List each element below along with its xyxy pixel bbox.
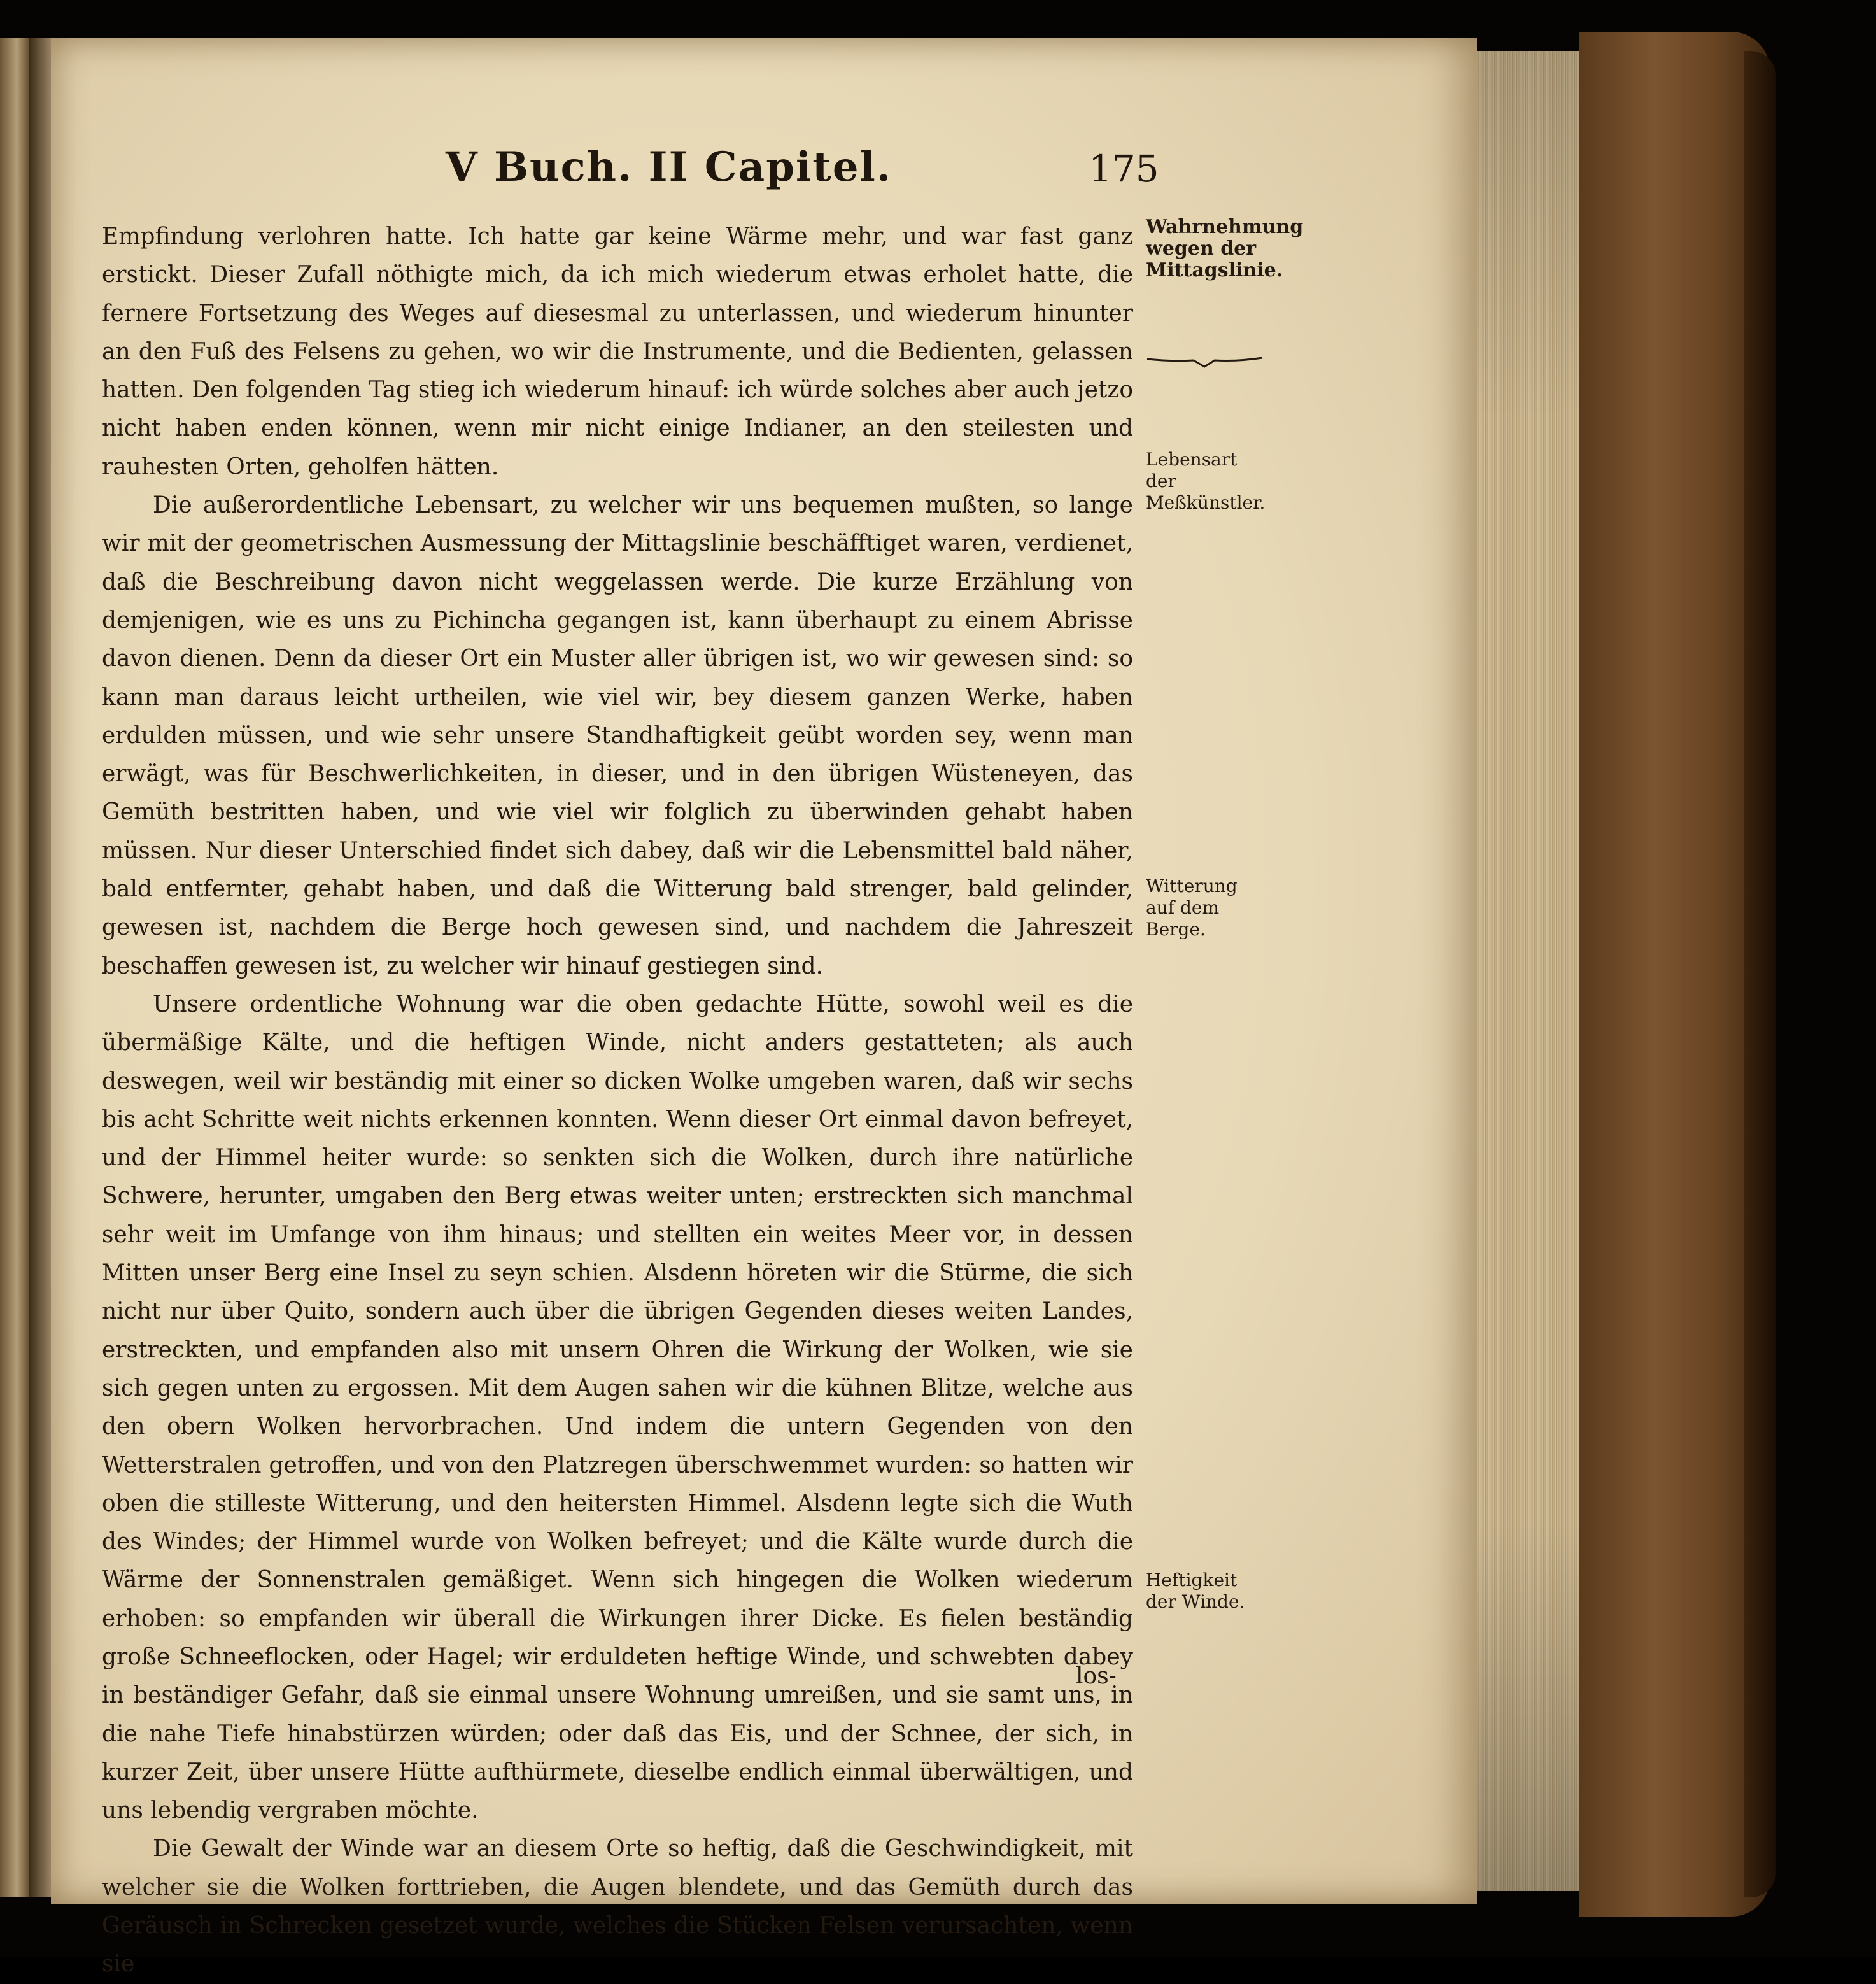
catchword: los- xyxy=(1076,1663,1117,1689)
cover-edge xyxy=(1744,51,1776,1897)
page-edges-shade xyxy=(1477,51,1579,1891)
page-number: 175 xyxy=(1089,147,1159,190)
paragraph: Empfindung verlohren hatte. Ich hatte gar keine Wärme mehr, und war fast ganz erstickt. Dieser Zufall nöthigte mich, da ich mich wiederum etwas erholet hatte, die fernere Fortsetzung des Weges auf diesesmal zu unterlassen, und wiederum hinunter an den Fuß des Felsens zu gehen, wo wir die Instrumente, und die Bedienten, gelassen hatten. Den folgenden Tag stieg ich wiederum hinauf: ich würde solches aber auch jetzo nicht haben enden können, wenn mir nicht einige Indianer, an den steilesten und rauhesten Orten, geholfen hätten. xyxy=(102,223,1133,480)
body-text xyxy=(102,218,1133,1984)
margin-note: Lebensart der Meßkünstler. xyxy=(1146,449,1266,513)
leather-cover xyxy=(1579,32,1770,1917)
paragraph: Die Gewalt der Winde war an diesem Orte so heftig, daß die Geschwindigkeit, mit welcher sie die Wolken forttrieben, die Augen blendete, und das Gemüth durch das Geräusch in Schrecken gesetzet wurde, welches die Stücken Felsen verursachten, wenn sie xyxy=(102,1836,1133,1978)
running-head xyxy=(102,143,1159,201)
facing-page-edge xyxy=(0,38,31,1897)
flourish-ornament xyxy=(1146,351,1264,371)
paragraph: Unsere ordentliche Wohnung war die oben gedachte Hütte, sowohl weil es die übermäßige Kälte, und die heftigen Winde, nicht anders gestatteten; als auch deswegen, weil wir beständig mit einer so dicken Wolke umgeben waren, daß wir sechs bis acht Schritte weit nichts erkennen konnten. Wenn dieser Ort einmal davon befreyet, und der Himmel heiter wurde: so senkten sich die Wolken, durch ihre natürliche Schwere, herunter, umgaben den Berg etwas weiter unten; erstreckten sich manchmal sehr weit im Umfange von ihm hinaus; und stellten ein weites Meer vor, in dessen Mitten unser Berg eine Insel zu seyn schien. Alsdenn höreten wir die Stürme, die sich nicht nur über Quito, sondern auch über die übrigen Gegenden dieses weiten Landes, erstreckten, und empfanden also mit unsern Ohren die Wirkung der Wolken, wie sie sich gegen unten zu ergossen. Mit dem Augen sahen wir die kühnen Blitze, welche aus den obern Wolken hervorbrachen. Und indem die untern Gegenden von den Wetterstralen getroffen, und von den Platzregen überschwemmet wurden: so hatten wir oben die stilleste Witterung, und den heitersten Himmel. Alsdenn legte sich die Wuth des Windes; der Himmel wurde von Wolken befreyet; und die Kälte wurde durch die Wärme der Sonnenstralen gemäßiget. Wenn sich hingegen die Wolken wiederum erhoben: so empfanden wir überall die Wirkungen ihrer Dicke. Es fielen beständig große Schneeflocken, oder Hagel; wir erduldeten heftige Winde, und schwebten dabey in beständiger Gefahr, daß sie einmal unsere Wohnung umreißen, und sie samt uns, in die nahe Tiefe hinabstürzen würden; oder daß das Eis, und der Schnee, der sich, in kurzer Zeit, über unsere Hütte aufthürmete, dieselbe endlich einmal überwältigen, und uns lebendig vergraben möchte. xyxy=(102,991,1133,1824)
paragraph: Die außerordentliche Lebensart, zu welcher wir uns bequemen mußten, so lange wir mit der geometrischen Ausmessung der Mittagslinie beschäfftiget waren, verdienet, daß die Beschreibung davon nicht weggelassen werde. Die kurze Erzählung von demjenigen, wie es uns zu Pichincha gegangen ist, kann überhaupt zu einem Abrisse davon dienen. Denn da dieser Ort ein Muster aller übrigen ist, wo wir gewesen sind: so kann man daraus leicht urtheilen, wie viel wir, bey diesem ganzen Werke, haben erdulden müssen, und wie sehr unsere Standhaftigkeit geübt worden sey, wenn man erwägt, was für Beschwerlichkeiten, in dieser, und in den übrigen Wüsteneyen, das Gemüth bestritten haben, und wie viel wir folglich zu überwinden gehabt haben müssen. Nur dieser Unterschied findet sich dabey, daß wir die Lebensmittel bald näher, bald entfernter, gehabt haben, und daß die Witterung bald strenger, bald gelinder, gewesen ist, nachdem die Berge hoch gewesen sind, und nachdem die Jahreszeit beschaffen gewesen ist, zu welcher wir hinauf gestiegen sind. xyxy=(102,492,1133,979)
page-title: V Buch. II Capitel. xyxy=(446,143,892,191)
margin-note: Witterung auf dem Berge. xyxy=(1146,875,1238,940)
margin-note: Wahrnehmung wegen der Mittagslinie. xyxy=(1146,216,1304,281)
margin-note: Heftigkeit der Winde. xyxy=(1146,1569,1245,1612)
